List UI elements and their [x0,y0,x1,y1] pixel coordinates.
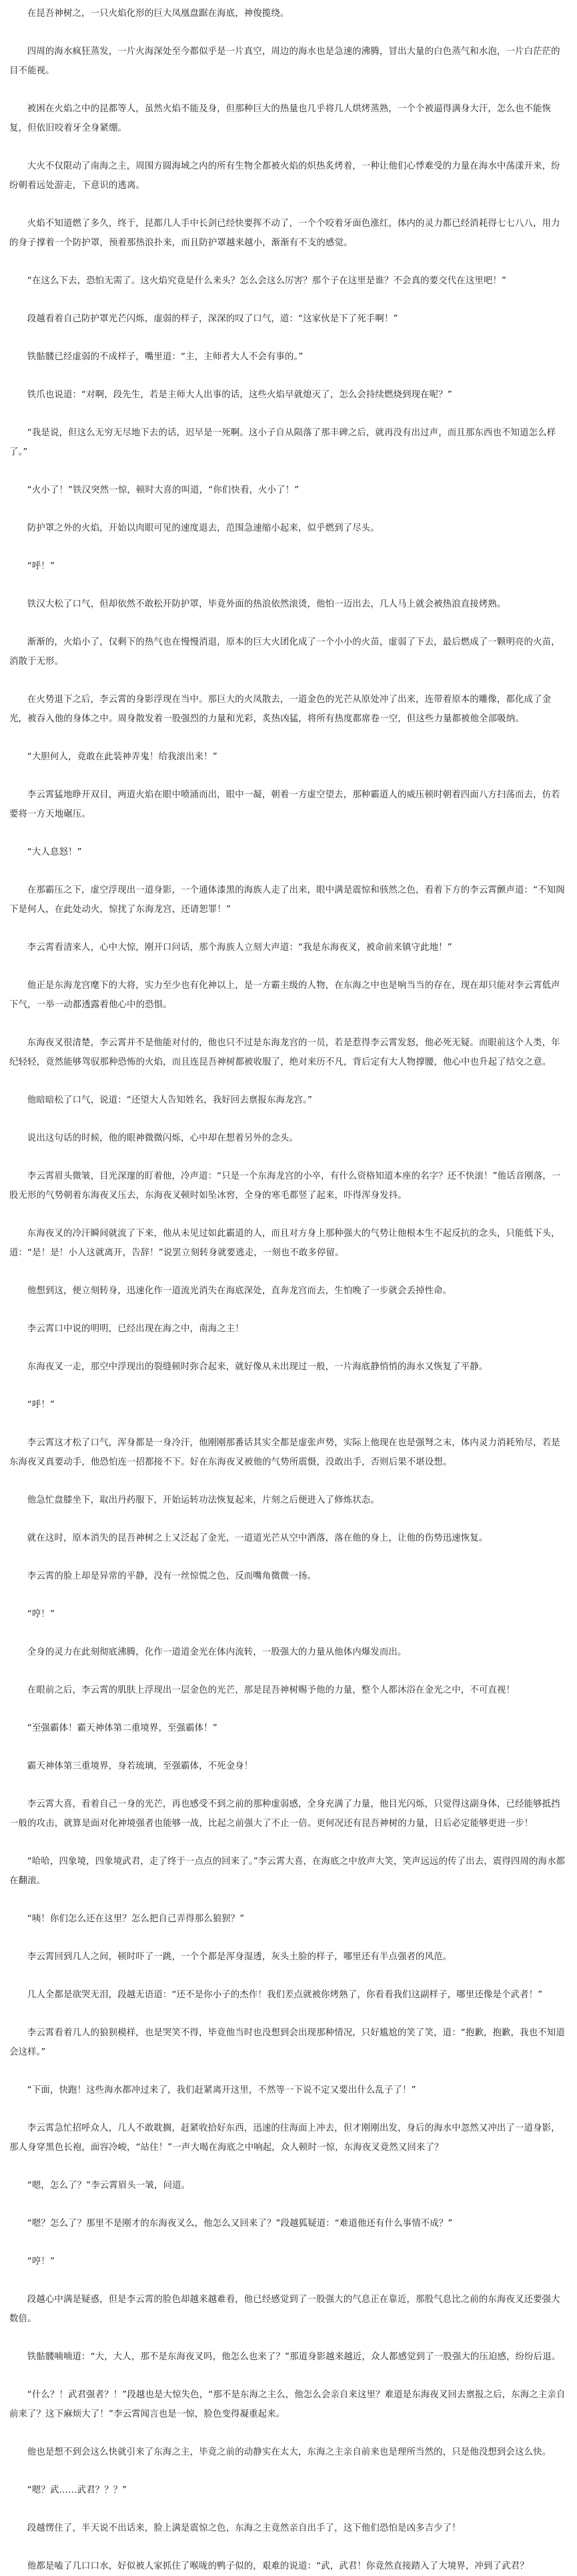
paragraph: 李云霄回到几人之间，顿时吓了一跳，一个个都是浑身湿透，灰头土脸的样子，哪里还有半点强者的风范。 [27,1952,452,1962]
paragraph: 东海夜叉一走，那空中浮现出的裂缝顿时弥合起来，就好像从未出现过一般，一片海底静悄悄的海水又恢复了平静。 [27,1362,488,1372]
paragraph: “哼！” [27,1609,55,1619]
paragraph: 他急忙盘膝坐下，取出丹药服下，开始运转功法恢复起来，片刻之后便进入了修炼状态。 [27,1495,380,1505]
paragraph: 被困在火焰之中的昆都等人，虽然火焰不能及身，但那种巨大的热量也几乎将几人烘烤蒸熟，一个个被逼得满身大汗，怎么也不能恢复，但依旧咬着牙全身紧绷。 [9,104,552,133]
paragraph: 火焰不知道燃了多久，终于，昆都几人手中长剑已经快要挥不动了，一个个咬着牙面色涨红，体内的灵力都已经消耗得七七八八，用力的身子撑着一个防护罩，预着那热浪扑来，而且防护罩越来越小，渐渐有不支的感觉。 [9,219,560,248]
paragraph: “嗯？怎么了？那里不是刚才的东海夜叉么，他怎么又回来了？”段越狐疑道：“难道他还有什么事情不成？” [27,2219,453,2229]
paragraph: “在这么下去，恐怕无需了。这火焰究竟是什么来头？怎么会这么厉害？那个子在这里是谁？不会真的要交代在这里吧！” [27,276,507,286]
paragraph: 他正是东海龙宫麾下的大将，实力至少也有化神以上，是一方霸主级的人物，在东海之中也是响当当的存在，现在却只能对李云霄低声下气，一举一动都透露着他心中的恐惧。 [9,981,560,1010]
paragraph: 全身的灵力在此刻彻底沸腾，化作一道道金光在体内流转，一股强大的力量从他体内爆发而出。 [27,1647,407,1657]
paragraph: 东海夜叉的冷汗瞬间就流了下来，他从未见过如此霸道的人，而且对方身上那种强大的气势让他根本生不起反抗的念头，只能低下头，道：“是！是！小人这就离开，告辞！”说罢立刻转身就要逃走，一刻也不敢多停留。 [9,1229,560,1258]
paragraph: “火小了！”铁汉突然一惊，顿时大喜的叫道，“你们快看，火小了！” [27,485,300,495]
paragraph: 铁骷髅喃喃道：“大，大人，那不是东海夜叉吗，他怎么也来了？”那道身影越来越近，众人都感觉到了一股强大的压迫感，纷纷后退。 [27,2352,561,2362]
paragraph: “嗯，怎么了？”李云霄眉头一皱，问道。 [27,2181,191,2191]
paragraph: 防护罩之外的火焰，开始以肉眼可见的速度退去，范围急速缩小起来，似乎燃到了尽头。 [27,523,380,533]
paragraph: 李云霄这才松了口气，浑身都是一身冷汗，他刚刚那番话其实全都是虚张声势，实际上他现在也是强弩之末，体内灵力消耗殆尽，若是东海夜叉真要动手，他恐怕连一招都接不下。好在东海夜叉被他的气势所震慑，没敢出手，否则后果不堪设想。 [9,1438,560,1467]
paragraph: 段越心中满是疑惑，但是李云霄的脸色却越来越难看，他已经感觉到了一股强大的气息正在靠近，那股气息比之前的东海夜叉还要强大数倍。 [9,2295,560,2324]
paragraph: 李云霄看清来人，心中大惊，刚开口问话，那个海族人立刻大声道：“我是东海夜叉，被命前来镇守此地！” [27,943,452,953]
paragraph: “大人息怒！” [27,847,82,857]
paragraph: 几人全都是欲哭无泪，段越无语道：“还不是你小子的杰作！我们差点就被你烤熟了，你看看我们这副样子，哪里还像是个武者！” [27,1990,543,2000]
paragraph: “大胆何人，竟敢在此装神弄鬼！给我滚出来！” [27,752,217,762]
paragraph: 渐渐的，火焰小了，仅剩下的热气也在慢慢消退，原本的巨大火团化成了一个小小的火苗，虚弱了下去，最后燃成了一颗明亮的火苗，消散于无形。 [9,637,560,667]
paragraph: “咦！你们怎么还在这里？怎么把自己弄得那么狼狈？” [27,1914,245,1924]
paragraph: “下面，快跑！这些海水都冲过来了，我们赶紧离开这里，不然等一下说不定又要出什么乱子了！” [27,2085,416,2095]
paragraph: 李云霄急忙招呼众人，几人不敢耽搁，赶紧收拾好东西，迅速的往海面上冲去，但才刚刚出发，身后的海水中忽然又冲出了一道身影，那人身穿黑色长袍，面容冷峻，“站住！”一声大喝在海底之中响起，众人顿时一惊，东海夜叉竟然又回来了？ [9,2123,560,2153]
paragraph: 李云霄眉头微皱，目光深邃的盯着他，冷声道：“只是一个东海龙宫的小卒，有什么资格知道本座的名字？还不快滚！”他话音刚落，一股无形的气势朝着东海夜叉压去，东海夜叉顿时如坠冰窖，全身的寒毛都竖了起来，吓得浑身发抖。 [9,1171,561,1201]
paragraph: “呼！” [27,1400,55,1410]
paragraph: 他都是嗑了几口口水，好似被人家抓住了喉咙的鸭子似的，艰难的说道：“武，武君！你竟然直接踏入了大境界，冲到了武君？ [27,2561,529,2571]
paragraph: 就在这时，原本消失的昆吾神树之上又泛起了金光，一道道光芒从空中洒落，落在他的身上，让他的伤势迅速恢复。 [27,1533,488,1543]
paragraph: 在眼前之后，李云霄的肌肤上浮现出一层金色的光芒，那是昆吾神树赐予他的力量，整个人都沐浴在金光之中，不可直视！ [27,1685,515,1695]
paragraph: “什么？！武君强者？！”段越也是大惊失色，“那不是东海之主么，他怎么会亲自来这里？难道是东海夜叉回去禀报之后，东海之主亲自前来了？这下麻烦大了！”李云霄闻言也是一惊，脸色变得凝重起来。 [9,2390,566,2419]
paragraph: 李云霄口中说的明明，已经出现在海之中，南海之主！ [27,1324,244,1334]
paragraph: “呼！” [27,561,55,571]
paragraph: 说出这句话的时候，他的眼神微微闪烁，心中却在想着另外的念头。 [27,1133,299,1143]
paragraph: 段越看着自己防护罩光芒闪烁，虚弱的样子，深深的叹了口气，道：“这家伙是下了死手啊！” [27,314,398,324]
paragraph: 铁汉大松了口气，但却依然不敢松开防护罩，毕竟外面的热浪依然滚烫，他怕一迈出去，几人马上就会被热浪直接烤熟。 [27,599,506,609]
paragraph: “哈哈，四象境，四象境武君，走了终于一点点的回来了。”李云霄大喜，在海底之中放声大笑，笑声远远的传了出去，震得四周的海水都在翻滚。 [9,1857,566,1886]
paragraph: 四周的海水疯狂蒸发，一片火海深处至今都似乎是一片真空，周边的海水也是急速的沸腾，冒出大量的白色蒸气和水泡，一片白茫茫的目不能视。 [9,47,560,76]
paragraph: 他暗暗松了口气，说道：“还望大人告知姓名，我好回去禀报东海龙宫。” [27,1095,313,1105]
paragraph: 大火不仅限动了南海之主，周围方圆海域之内的所有生物全都被火焰的炽热炙烤着，一种让他们心悸难受的力量在海水中荡漾开来，纷纷朝着远处游走，下意识的逃离。 [9,161,560,191]
paragraph: 李云霄的脸上却是异常的平静，没有一丝惊慌之色，反而嘴角微微一扬。 [27,1571,317,1581]
paragraph: 段越愣住了，半天说不出话来，脸上满是震惊之色，东海之主竟然亲自出手了，这下他们恐怕是凶多吉少了！ [27,2523,461,2533]
paragraph: 东海夜叉很清楚，李云霄并不是他能对付的，他也只不过是东海龙宫的一员，若是惹得李云霄发怒，他必死无疑。而眼前这个人类，年纪轻轻，竟然能够驾驭那种恐怖的火焰，而且连昆吾神树都被收服了，绝对来历不凡，背后定有大人物撑腰，他心中也升起了结交之意。 [9,1038,560,1067]
paragraph: 在那霸压之下，虚空浮现出一道身影，一个通体漆黑的海族人走了出来，眼中满是震惊和骇然之色，看着下方的李云霄颤声道：“不知阁下是何人，在此处动火，惊扰了东海龙宫，还请恕罪！” [9,885,565,915]
paragraph: 在火势退下之后，李云霄的身影浮现在当中。那巨大的火凤散去，一道金色的光芒从原处冲了出来，连带着原本的雕像，都化成了金光，被吞入他的身体之中。周身散发着一股强烈的力量和光彩，炙热凶猛，将所有热度都席卷一空，但这些力量都被他全部吸纳。 [9,695,552,724]
paragraph: 在昆吾神树之，一只火焰化形的巨大凤凰盘踞在海底，神俊揽绕。 [27,9,290,19]
paragraph: 李云霄看着几人的狼狈模样，也是哭笑不得，毕竟他当时也没想到会出现那种情况，只好尴尬的笑了笑，道：“抱歉，抱歉，我也不知道会这样。” [9,2028,565,2057]
paragraph: “至强霸体！霸天神体第二重境界，至强霸体！” [27,1723,217,1733]
paragraph: “嗯？武……武君？？？” [27,2485,127,2495]
paragraph: 霸天神体第三重境界，身若琉璃，至强霸体，不死金身！ [27,1761,253,1771]
paragraph: 铁爪也说道：“对啊，段先生，若是主师大人出事的话，这些火焰早就熄灭了，怎么会持续燃烧到现在呢？” [27,390,452,400]
paragraph: “哼！” [27,2257,55,2267]
paragraph: 铁骷髅已经虚弱的不成样子，嘴里道：“主，主师者大人不会有事的。” [27,352,304,362]
paragraph: 他也是想不到会这么快就引来了东海之主，毕竟之前的动静实在太大，东海之主亲自前来也是理所当然的，只是他没想到会这么快。 [27,2447,552,2457]
paragraph: 他想到这，便立刻转身，迅速化作一道流光消失在海底深处，直奔龙宫而去，生怕晚了一步就会丢掉性命。 [27,1286,452,1296]
paragraph: 李云霄猛地睁开双目，两道火焰在眼中喷涌而出，眼中一凝，朝着一方虚空望去，那种霸道人的威压顿时朝着四面八方扫荡而去，仿若要将一方天地碾压。 [9,790,560,819]
paragraph: “我是说，但这么无穷无尽地下去的话，迟早是一死啊。这小子自从陨落了那丰碑之后，就再没有出过声，而且那东西也不知道怎么样了。” [9,428,556,457]
paragraph: 李云霄大喜，看着自己一身的光芒，再也感受不到之前的那种虚弱感，全身充满了力量，他目光闪烁，只觉得这副身体，已经能够抵挡一般的攻击，就算是面对化神境强者也能够一战，比起之前强大了不止一倍。更何况还有昆吾神树的力量，日后必定能够更进一步！ [9,1799,560,1829]
